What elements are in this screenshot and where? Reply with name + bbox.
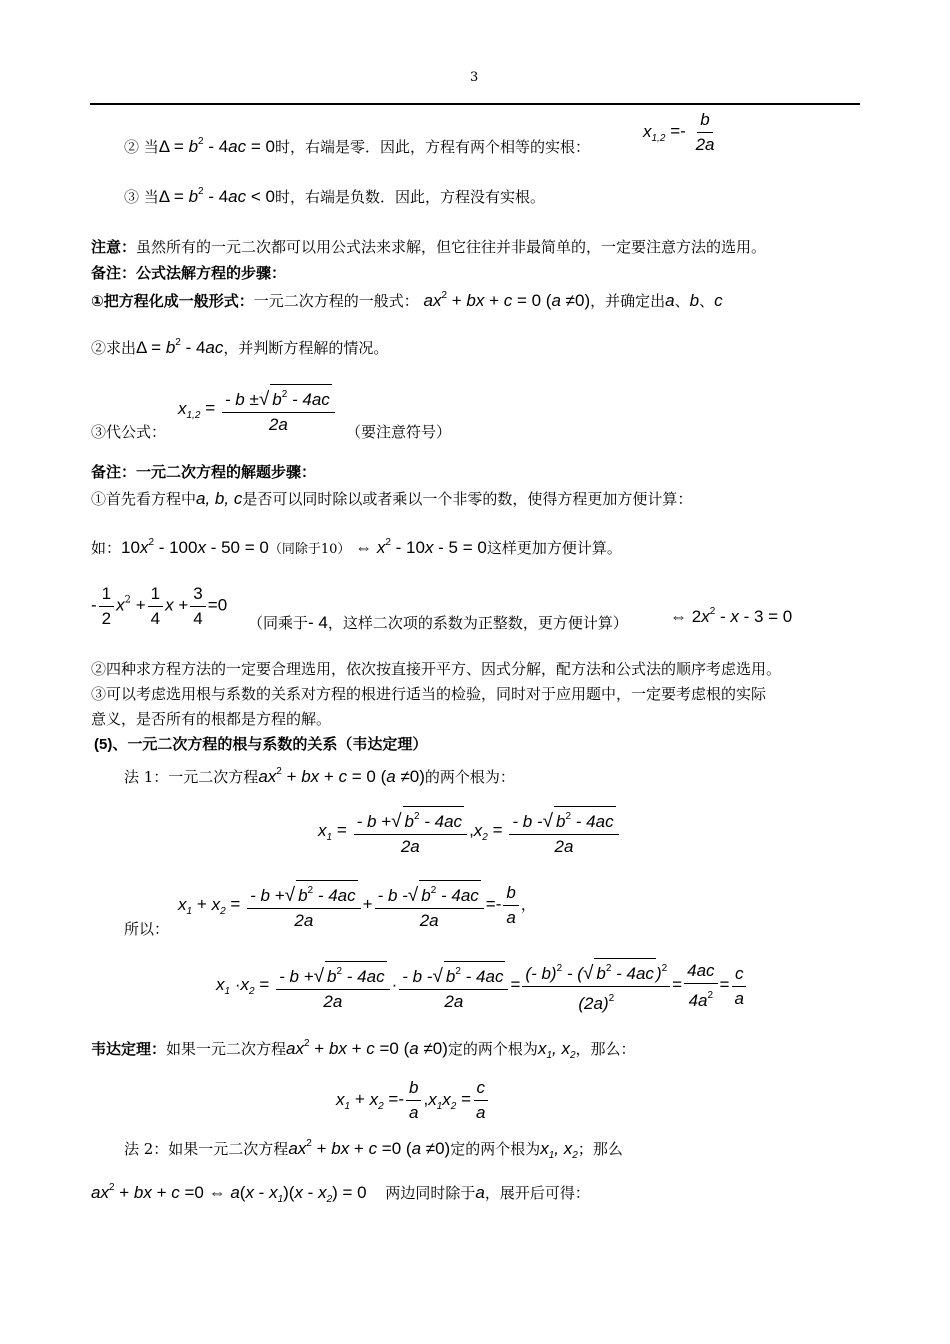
double-root-formula: $x_{1,2}$ =- $\frac{b}{2a}$ <box>643 110 715 154</box>
step-2-prefix: ②求出 <box>91 339 137 357</box>
step-1-tail: ，并确定出 <box>590 292 666 310</box>
example-2-result: ⇔ $2x^2 - x - 3 = 0$ <box>670 606 793 626</box>
remark-2-step-2: ②四种求方程方法的一定要合理选用，依次按直接开平方、因式分解，配方法和公式法的顺序考虑选用。 <box>91 660 782 678</box>
comma: ， <box>520 895 536 914</box>
ex2-mid-1: （同乘于 <box>248 614 309 632</box>
coef-a: a <box>475 1183 485 1202</box>
roots-symbols: $x_1$, $x_2$ <box>537 1039 576 1061</box>
ex1-suffix: 这样更加方便计算。 <box>486 539 622 557</box>
remark-2-step-3-line-1: ③可以考虑选用根与系数的关系对方程的根进行适当的检验，同时对于应用题中，一定要考虑根的实际 <box>91 685 767 703</box>
remark-1-step-1 <box>91 290 723 311</box>
factored-form-line <box>91 1182 590 1205</box>
quadratic-formula: $x_{1,2}$ = $\frac{- b \pm√ b^2 - 4ac}{2a}$ <box>178 384 337 435</box>
note-text: 虽然所有的一元二次都可以用公式法来求解，但它往往并非最简单的，一定要注意方法的选用。 <box>136 238 767 256</box>
vieta-label: 韦达定理： <box>91 1041 167 1058</box>
note-line <box>91 236 766 257</box>
remark-1-step-2 <box>91 337 388 358</box>
factored-form-equation: $ax^2$ + bx + c =0 ⇔ $a(x - x_1)(x - x_2) = 0$ <box>91 1182 367 1205</box>
method-1-prefix: 法 1：一元二次方程 <box>124 768 259 786</box>
example-2-text: （同乘于- 4，这样二次项的系数为正整数，更方便计算） <box>248 613 628 632</box>
step-3-suffix: （要注意符号） <box>346 423 452 441</box>
method-2-tail: ；那么 <box>577 1140 623 1158</box>
separator: 、 <box>699 292 715 310</box>
step-1-text: 一元二次方程的一般式： <box>253 292 419 310</box>
remark-1-title: 备注：公式法解方程的步骤： <box>91 265 287 282</box>
coefficients: a, b, c <box>196 489 243 508</box>
header-rule <box>90 103 860 105</box>
vieta-mid: 定的两个根为 <box>447 1040 538 1058</box>
case-3-line <box>124 186 545 207</box>
so-label: 所以： <box>124 920 170 938</box>
ex1-equation: $10x^2 - 100x - 50 = 0$ <box>121 537 269 557</box>
vieta-theorem-line <box>91 1038 636 1061</box>
note-label: 注意： <box>91 239 137 256</box>
example-2-equation: - $\frac{1}{2}$ $x^2$ + $\frac{1}{4}$ x + $\frac{3}{4}$ =0 <box>91 584 228 628</box>
step-3-prefix: ③代公式： <box>91 423 167 441</box>
case-3-prefix: ③ 当 <box>124 188 159 206</box>
general-form-equation: $ax^2$ + bx + c = 0 (a ≠0) <box>423 290 591 310</box>
method-1-equation: $ax^2$ + bx + c = 0 (a ≠0) <box>258 766 425 786</box>
step-2-suffix: ，并判断方程解的情况。 <box>223 339 389 357</box>
step-1-bold: ①把方程化成一般形式： <box>91 293 254 310</box>
last-suffix: 两边同时除于 <box>385 1184 476 1202</box>
product-derivation: $x_1 \cdot x_2$ = $\frac{- b +√ b^2 - 4ac}{2a}$ · $\frac{- b -√ b^2 - 4ac}{2a}$ = $\frac{(- b)^2 - (√ b^2 - 4ac )^2}{(2a)^2}$ = $\frac{4ac}{4a^2}$ = $\frac{c}{a}$ <box>216 958 749 1014</box>
discriminant-negative: $\Delta = b^2 - 4ac < 0$ <box>158 186 275 206</box>
remark-2-step-3-line-2: 意义，是否所有的根都是方程的解。 <box>91 710 332 728</box>
remark-2-step-1 <box>91 488 692 509</box>
page-number: 3 <box>470 70 479 85</box>
last-tail: ，展开后可得： <box>484 1184 590 1202</box>
method-2-prefix: 法 2：如果一元二次方程 <box>124 1140 289 1158</box>
ex1-result: ⇔ $x^2 - 10x - 5 = 0$ <box>350 537 487 557</box>
case-2-suffix: 时，右端是零．因此，方程有两个相等的实根： <box>274 138 590 156</box>
vieta-text: 如果一元二次方程 <box>166 1040 287 1058</box>
coef-b: b <box>689 291 700 310</box>
roots-formula: $x_1$ = $\frac{- b +√ b^2 - 4ac}{2a}$ $,x_2$ = $\frac{- b -√ b^2 - 4ac}{2a}$ <box>318 806 621 857</box>
method-1-suffix: 的两个根为： <box>424 768 515 786</box>
coef-a: a <box>665 291 675 310</box>
example-1 <box>91 537 622 558</box>
method-2-equation: $ax^2$ + bx + c =0 (a ≠0) <box>288 1138 451 1158</box>
case-2-line <box>124 136 590 157</box>
method-2-mid: 定的两个根为 <box>450 1140 541 1158</box>
vieta-formulas: $x_1 + x_2$ =- $\frac{b}{a}$ $,x_1x_2$ = $\frac{c}{a}$ <box>336 1078 491 1123</box>
discriminant-expression: $\Delta = b^2 - 4ac$ <box>136 337 224 357</box>
section-5-title: (5)、一元二次方程的根与系数的关系（韦达定理） <box>94 736 428 753</box>
r2-step-1-suffix: 是否可以同时除以或者乘以一个非零的数，使得方程更加方便计算： <box>242 490 693 508</box>
method-1-line <box>124 766 515 787</box>
ex2-mid-2: ，这样二次项的系数为正整数，更方便计算） <box>327 614 628 632</box>
discriminant-zero: $\Delta = b^2 - 4ac = 0$ <box>158 136 275 156</box>
method-2-line <box>124 1138 623 1161</box>
remark-1-step-3 <box>91 421 166 442</box>
ex1-prefix: 如： <box>91 539 122 557</box>
vieta-equation: $ax^2$ + bx + c =0 (a ≠0) <box>286 1038 448 1058</box>
r2-step-1-prefix: ①首先看方程中 <box>91 490 197 508</box>
coef-c: c <box>714 291 723 310</box>
vieta-tail: ，那么： <box>575 1040 636 1058</box>
sum-derivation: $x_1 + x_2$ = $\frac{- b +√ b^2 - 4ac}{2a}$ + $\frac{- b -√ b^2 - 4ac}{2a}$ =- $\frac{b}{a}$ ， <box>178 880 536 931</box>
ex1-mid: （同除于10） <box>268 542 351 557</box>
remark-2-title: 备注：一元二次方程的解题步骤： <box>91 464 317 481</box>
roots-symbols: $x_1$, $x_2$ <box>540 1139 578 1161</box>
case-3-suffix: 时，右端是负数．因此，方程没有实根。 <box>274 188 545 206</box>
separator: 、 <box>674 292 690 310</box>
case-2-prefix: ② 当 <box>124 138 159 156</box>
